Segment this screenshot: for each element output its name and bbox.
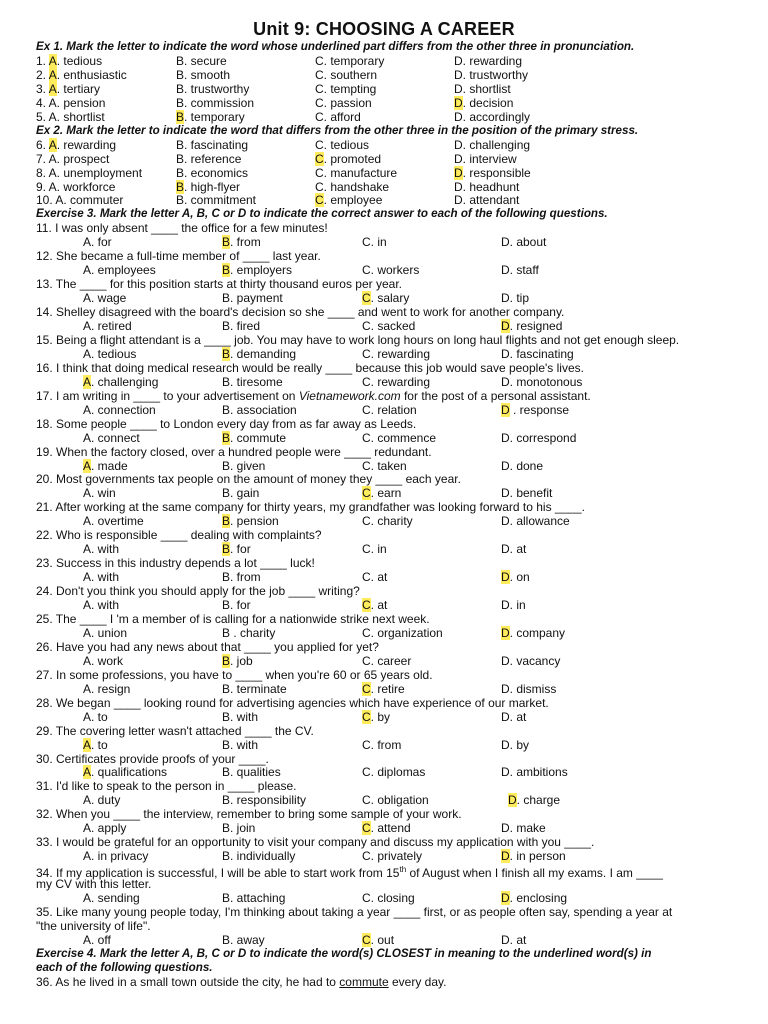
question-text: 23. Success in this industry depends a lot ____ luck! [36, 556, 315, 571]
superscript: th [399, 865, 407, 875]
answer-option[interactable]: B. qualities [222, 765, 281, 780]
ex3-question [36, 640, 738, 654]
answer-option[interactable]: C. charity [362, 514, 413, 529]
ex3-question [36, 584, 738, 598]
question-text: 28. We began ____ looking round for advertising agencies which have experience of our market. [36, 695, 549, 710]
answer-option[interactable]: A. apply [83, 821, 127, 836]
ex2-option[interactable]: C. employee [315, 193, 383, 208]
answer-highlight: A [48, 54, 57, 68]
answer-option[interactable]: A. tedious [83, 346, 137, 361]
answer-highlight: B [222, 235, 231, 250]
ex3-options [36, 235, 738, 249]
ex3-question [36, 500, 738, 514]
answer-option[interactable]: C. rewarding [362, 346, 431, 361]
answer-highlight: D [501, 402, 510, 417]
ex3-question [36, 863, 738, 881]
ex3-question [36, 333, 738, 347]
ex3-instructions: Exercise 3. Mark the letter A, B, C or D to indicate the correct answer to each of the following questions. [36, 207, 608, 221]
question-text: 14. Shelley disagreed with the board's decision so she ____ and went to work for another company. [36, 305, 565, 319]
answer-highlight: C [362, 486, 371, 501]
ex2-option[interactable]: 10. A. commuter [36, 193, 124, 208]
question-text: every day. [388, 974, 447, 989]
answer-highlight: A [48, 137, 57, 152]
answer-option[interactable]: D. about [501, 235, 547, 250]
ex1-option[interactable]: B. trustworthy [176, 81, 250, 96]
answer-option[interactable]: C. in [362, 235, 387, 250]
answer-option[interactable]: D. at [501, 709, 527, 724]
question-text: 33. I would be grateful for an opportunity to visit your company and discuss my application with you ____. [36, 835, 595, 850]
ex2-item [36, 180, 738, 194]
ex3-question [36, 277, 738, 291]
ex1-option[interactable]: D. trustworthy [454, 67, 529, 82]
answer-option[interactable]: B. from [222, 235, 261, 250]
answer-highlight: C [315, 193, 324, 208]
page-title: Unit 9: CHOOSING A CAREER [253, 19, 515, 39]
ex1-option[interactable]: D. rewarding [454, 54, 523, 68]
answer-highlight: B [222, 346, 231, 361]
answer-option[interactable]: A. duty [83, 793, 121, 808]
answer-option[interactable]: A. challenging [83, 374, 159, 389]
answer-option[interactable]: C. diplomas [362, 765, 426, 780]
answer-option[interactable]: C. in [362, 542, 387, 557]
answer-option[interactable]: B. fired [222, 319, 261, 333]
answer-option[interactable]: D. done [501, 458, 544, 473]
ex3-options [36, 347, 738, 361]
answer-option[interactable]: D. monotonous [501, 374, 583, 389]
answer-highlight: B [222, 263, 231, 278]
answer-highlight: C [362, 821, 371, 836]
ex3-options [36, 486, 738, 500]
answer-option[interactable]: D. at [501, 932, 527, 947]
ex2-option[interactable]: 9. A. workforce [36, 179, 116, 194]
ex3-question-cont [36, 919, 738, 933]
ex3-question [36, 612, 738, 626]
answer-option[interactable]: A. union [83, 625, 128, 640]
answer-option[interactable]: C. obligation [362, 793, 429, 808]
answer-option[interactable]: B. commute [222, 430, 287, 445]
answer-option[interactable]: A. connect [83, 430, 140, 445]
answer-option[interactable]: C. by [362, 709, 391, 724]
ex1-item [36, 54, 738, 68]
answer-option[interactable]: B. pension [222, 514, 279, 529]
ex1-option[interactable]: 5. A. shortlist [36, 109, 105, 124]
answer-option[interactable]: B. payment [222, 291, 283, 306]
answer-option[interactable]: C. relation [362, 402, 417, 417]
ex2-option[interactable]: C. manufacture [315, 165, 398, 180]
question-text: 25. The ____ I 'm a member of is calling for a nationwide strike next week. [36, 612, 430, 626]
answer-option[interactable]: D. make [501, 821, 546, 836]
ex2-option[interactable]: D. interview [454, 151, 517, 166]
answer-option[interactable]: B. association [222, 402, 297, 417]
ex1-instructions: Ex 1. Mark the letter to indicate the word whose underlined part differs from the other three in pronunciation. [36, 40, 635, 53]
ex1-option[interactable]: C. temporary [315, 54, 385, 68]
answer-highlight: A [83, 737, 92, 752]
question-text-italic: Vietnamework.com [298, 388, 401, 403]
ex3-question [36, 417, 738, 431]
ex3-options [36, 849, 738, 863]
answer-option[interactable]: C. privately [362, 849, 423, 864]
question-text: 21. After working at the same company for thirty years, my grandfather was looking forward to his ____. [36, 500, 585, 515]
answer-option[interactable]: D. resigned [501, 319, 563, 333]
ex1-option[interactable]: C. southern [315, 67, 378, 82]
underlined-word: commute [339, 974, 389, 989]
answer-option[interactable]: B. with [222, 709, 259, 724]
question-text: 20. Most governments tax people on the amount of money they ____ each year. [36, 472, 461, 487]
ex3-options [36, 319, 738, 333]
ex1-header [36, 40, 738, 54]
ex4-instructions: each of the following questions. [36, 960, 213, 974]
answer-highlight: C [315, 151, 324, 166]
answer-highlight: B [176, 179, 185, 194]
ex3-question [36, 249, 738, 263]
ex1-option[interactable]: B. temporary [176, 109, 245, 124]
ex3-options [36, 542, 738, 556]
question-text: 31. I'd like to speak to the person in ____ please. [36, 779, 297, 794]
ex3-options [36, 738, 738, 752]
ex1-item [36, 82, 738, 96]
answer-option[interactable]: C. retire [362, 681, 405, 696]
question-text: 36. As he lived in a small town outside the city, he had to [36, 974, 340, 989]
ex3-question [36, 361, 738, 375]
ex3-options [36, 570, 738, 584]
answer-option[interactable]: D. tip [501, 291, 530, 306]
ex1-option[interactable]: D. shortlist [454, 81, 511, 96]
answer-option[interactable]: A. in privacy [83, 849, 149, 864]
ex2-option[interactable]: 8. A. unemployment [36, 165, 143, 180]
answer-option[interactable]: D. ambitions [501, 765, 568, 780]
ex2-option[interactable]: B. fascinating [176, 137, 249, 152]
ex1-option[interactable]: B. commission [176, 95, 255, 110]
ex2-item [36, 152, 738, 166]
question-text: 29. The covering letter wasn't attached ____ the CV. [36, 723, 314, 738]
answer-highlight: A [83, 458, 92, 473]
answer-option[interactable]: B. from [222, 570, 261, 585]
answer-option[interactable]: C. from [362, 737, 402, 752]
ex3-options [36, 291, 738, 305]
ex2-option[interactable]: B. economics [176, 165, 249, 180]
answer-option[interactable]: B. job [222, 653, 253, 668]
ex3-question [36, 389, 738, 403]
answer-option[interactable]: C. out [362, 932, 395, 947]
answer-option[interactable]: C. commence [362, 430, 437, 445]
answer-option[interactable]: D. company [501, 625, 566, 640]
ex3-question [36, 472, 738, 486]
ex4-header [36, 961, 738, 975]
answer-option[interactable]: B. join [222, 821, 256, 836]
question-text: my CV with this letter. [36, 877, 152, 891]
ex1-option[interactable]: B. smooth [176, 67, 231, 82]
ex3-question [36, 668, 738, 682]
answer-option[interactable]: A. win [83, 486, 116, 501]
ex1-option[interactable]: 2. A. enthusiastic [36, 67, 127, 82]
answer-option[interactable]: C. sacked [362, 319, 416, 333]
ex3-options [36, 821, 738, 835]
answer-highlight: A [48, 81, 57, 96]
answer-option[interactable]: D . response [501, 402, 570, 417]
answer-highlight: D [501, 849, 510, 864]
ex3-question [36, 779, 738, 793]
question-text: 13. The ____ for this position starts at thirty thousand euros per year. [36, 277, 402, 292]
ex3-question [36, 724, 738, 738]
answer-option[interactable]: B. with [222, 737, 259, 752]
ex3-question [36, 556, 738, 570]
answer-highlight: D [508, 793, 517, 808]
answer-highlight: C [362, 598, 371, 612]
answer-option[interactable]: C. workers [362, 263, 420, 278]
answer-option[interactable]: D. correspond [501, 430, 577, 445]
ex3-options [36, 375, 738, 389]
ex2-option[interactable]: 7. A. prospect [36, 151, 110, 166]
answer-option[interactable]: C. attend [362, 821, 411, 836]
answer-option[interactable]: D. staff [501, 263, 539, 278]
answer-option[interactable]: A. wage [83, 291, 127, 306]
answer-option[interactable]: B. gain [222, 486, 260, 501]
question-text: 19. When the factory closed, over a hundred people were ____ redundant. [36, 444, 432, 459]
ex2-item [36, 166, 738, 180]
answer-option[interactable]: D. by [501, 737, 530, 752]
ex1-option[interactable]: D. accordingly [454, 109, 531, 124]
ex1-option[interactable]: 4. A. pension [36, 95, 106, 110]
ex3-options [36, 765, 738, 779]
answer-option[interactable]: D. in [501, 598, 526, 612]
answer-option[interactable]: A. work [83, 653, 124, 668]
answer-option[interactable]: D. on [501, 570, 530, 585]
answer-highlight: B [222, 514, 231, 529]
answer-option[interactable]: C. at [362, 570, 388, 585]
answer-highlight: B [222, 653, 231, 668]
answer-option[interactable]: C. career [362, 653, 412, 668]
answer-option[interactable]: D. enclosing [501, 891, 568, 905]
ex2-option[interactable]: C. handshake [315, 179, 390, 194]
answer-highlight: B [222, 430, 231, 445]
ex3-options [36, 263, 738, 277]
answer-highlight: D [501, 319, 510, 333]
ex3-options [36, 710, 738, 724]
ex3-question [36, 305, 738, 319]
question-text: 26. Have you had any news about that ____ you applied for yet? [36, 639, 379, 654]
question-text: 32. When you ____ the interview, remember to bring some sample of your work. [36, 807, 462, 822]
question-text: 16. I think that doing medical research would be really ____ because this job would save people's lives. [36, 360, 584, 375]
answer-option[interactable]: B. away [222, 932, 265, 947]
question-text: 12. She became a full-time member of ____ last year. [36, 249, 321, 264]
ex3-options [36, 654, 738, 668]
ex4-header [36, 947, 738, 961]
ex3-options [36, 403, 738, 417]
answer-option[interactable]: B. responsibility [222, 793, 307, 808]
answer-highlight: B [176, 109, 185, 124]
ex1-option[interactable]: D. decision [454, 95, 514, 110]
question-text: 24. Don't you think you should apply for the job ____ writing? [36, 584, 360, 598]
answer-option[interactable]: A. for [83, 235, 112, 250]
ex2-item [36, 138, 738, 152]
question-text: 17. I am writing in ____ to your advertisement on [36, 388, 299, 403]
answer-option[interactable]: A. with [83, 570, 120, 585]
ex3-options [36, 891, 738, 905]
question-text: 15. Being a flight attendant is a ____ job. You may have to work long hours on long haul flights and not get enough sleep. [36, 332, 680, 347]
ex3-options [36, 598, 738, 612]
ex2-option[interactable]: C. tedious [315, 137, 370, 152]
answer-option[interactable]: B. for [222, 542, 251, 557]
ex1-option[interactable]: B. secure [176, 54, 227, 68]
answer-option[interactable]: C. taken [362, 458, 407, 473]
ex2-header [36, 124, 738, 138]
ex1-option[interactable]: C. afford [315, 109, 361, 124]
answer-highlight: D [501, 625, 510, 640]
answer-highlight: A [83, 374, 92, 389]
ex3-options [36, 626, 738, 640]
question-text: 30. Certificates provide proofs of your ____. [36, 751, 269, 766]
ex1-option[interactable]: C. tempting [315, 81, 377, 96]
ex3-question [36, 445, 738, 459]
question-text: 27. In some professions, you have to ____ when you're 60 or 65 years old. [36, 667, 433, 682]
answer-highlight: D [454, 95, 463, 110]
answer-option[interactable]: A. overtime [83, 514, 144, 529]
answer-option[interactable]: A. off [83, 932, 111, 947]
question-text: 22. Who is responsible ____ dealing with complaints? [36, 528, 322, 543]
ex4-question [36, 975, 738, 989]
answer-option[interactable]: D. in person [501, 849, 566, 864]
answer-option[interactable]: B . charity [222, 625, 276, 640]
ex3-header [36, 207, 738, 221]
answer-highlight: A [48, 67, 57, 82]
ex2-option[interactable]: 6. A. rewarding [36, 137, 117, 152]
ex3-options [36, 933, 738, 947]
ex4-instructions: Exercise 4. Mark the letter A, B, C or D to indicate the word(s) CLOSEST in meaning to the underlined word(s) in [36, 946, 652, 960]
answer-option[interactable]: B. demanding [222, 346, 297, 361]
answer-option[interactable]: C. closing [362, 891, 415, 905]
answer-option[interactable]: A. made [83, 458, 128, 473]
ex1-option[interactable]: 1. A. tedious [36, 54, 103, 68]
answer-option[interactable]: D. at [501, 542, 527, 557]
ex2-option[interactable]: B. reference [176, 151, 242, 166]
ex3-question [36, 835, 738, 849]
ex2-instructions: Ex 2. Mark the letter to indicate the word that differs from the other three in the position of the primary stress. [36, 123, 639, 137]
answer-option[interactable]: C. rewarding [362, 374, 431, 389]
answer-highlight: D [454, 165, 463, 180]
answer-option[interactable]: D. vacancy [501, 653, 561, 668]
answer-option[interactable]: B. attaching [222, 891, 286, 905]
question-text: of August when I finish all my exams. I am ____ [406, 866, 663, 881]
answer-highlight: C [362, 681, 371, 696]
answer-option[interactable]: A. to [83, 737, 108, 752]
answer-option[interactable]: A. retired [83, 319, 132, 333]
answer-option[interactable]: A. qualifications [83, 765, 168, 780]
answer-option[interactable]: A. sending [83, 891, 140, 905]
ex3-options [36, 459, 738, 473]
ex3-options [36, 514, 738, 528]
ex2-option[interactable]: D. responsible [454, 165, 531, 180]
answer-option[interactable]: B. individually [222, 849, 296, 864]
question-text: 35. Like many young people today, I'm thinking about taking a year ____ first, or as people often say, spending a year at [36, 904, 673, 919]
ex1-item [36, 110, 738, 124]
answer-highlight: C [362, 709, 371, 724]
answer-option[interactable]: A. to [83, 709, 108, 724]
answer-option[interactable]: B. tiresome [222, 374, 283, 389]
ex3-question-cont [36, 877, 738, 891]
ex1-item [36, 68, 738, 82]
answer-option[interactable]: D. dismiss [501, 681, 557, 696]
ex2-option[interactable]: D. challenging [454, 137, 531, 152]
answer-option[interactable]: A. resign [83, 681, 131, 696]
ex2-option[interactable]: D. attendant [454, 193, 520, 208]
answer-option[interactable]: B. given [222, 458, 266, 473]
question-text: 34. If my application is successful, I will be able to start work from 15 [36, 866, 400, 881]
ex2-option[interactable]: D. headhunt [454, 179, 520, 194]
answer-option[interactable]: C. at [362, 598, 388, 612]
answer-option[interactable]: D. benefit [501, 486, 553, 501]
ex3-question [36, 752, 738, 766]
question-text: for the post of a personal assistant. [400, 388, 591, 403]
question-text: 18. Some people ____ to London every day from as far away as Leeds. [36, 416, 417, 431]
ex3-question [36, 696, 738, 710]
question-text: "the university of life". [36, 918, 151, 933]
question-text: 11. I was only absent ____ the office for a few minutes! [36, 221, 328, 236]
answer-highlight: D [501, 570, 510, 585]
answer-option[interactable]: D. fascinating [501, 346, 574, 361]
ex2-option[interactable]: C. promoted [315, 151, 382, 166]
answer-highlight: C [362, 291, 371, 306]
ex3-question [36, 528, 738, 542]
answer-option[interactable]: C. earn [362, 486, 402, 501]
answer-option[interactable]: D. charge [508, 793, 561, 808]
answer-highlight: A [83, 765, 92, 780]
answer-option[interactable]: C. salary [362, 291, 410, 306]
ex3-question [36, 905, 738, 919]
answer-option[interactable]: D. allowance [501, 514, 570, 529]
ex1-option[interactable]: 3. A. tertiary [36, 81, 101, 96]
ex3-options [36, 682, 738, 696]
answer-option[interactable]: A. with [83, 542, 120, 557]
answer-option[interactable]: A. with [83, 598, 120, 612]
answer-option[interactable]: B. for [222, 598, 251, 612]
answer-highlight: D [501, 891, 510, 905]
ex3-question [36, 221, 738, 235]
ex3-options [36, 431, 738, 445]
answer-highlight: C [362, 932, 371, 947]
answer-highlight: B [222, 542, 231, 557]
answer-option[interactable]: A. connection [83, 402, 156, 417]
ex2-item [36, 193, 738, 207]
ex2-option[interactable]: B. high-flyer [176, 179, 241, 194]
ex1-item [36, 96, 738, 110]
answer-option[interactable]: B. terminate [222, 681, 287, 696]
ex2-option[interactable]: B. commitment [176, 193, 257, 208]
answer-option[interactable]: C. organization [362, 625, 443, 640]
answer-option[interactable]: A. employees [83, 263, 156, 278]
ex1-option[interactable]: C. passion [315, 95, 372, 110]
ex3-question [36, 807, 738, 821]
answer-option[interactable]: B. employers [222, 263, 293, 278]
ex3-options [36, 793, 738, 807]
